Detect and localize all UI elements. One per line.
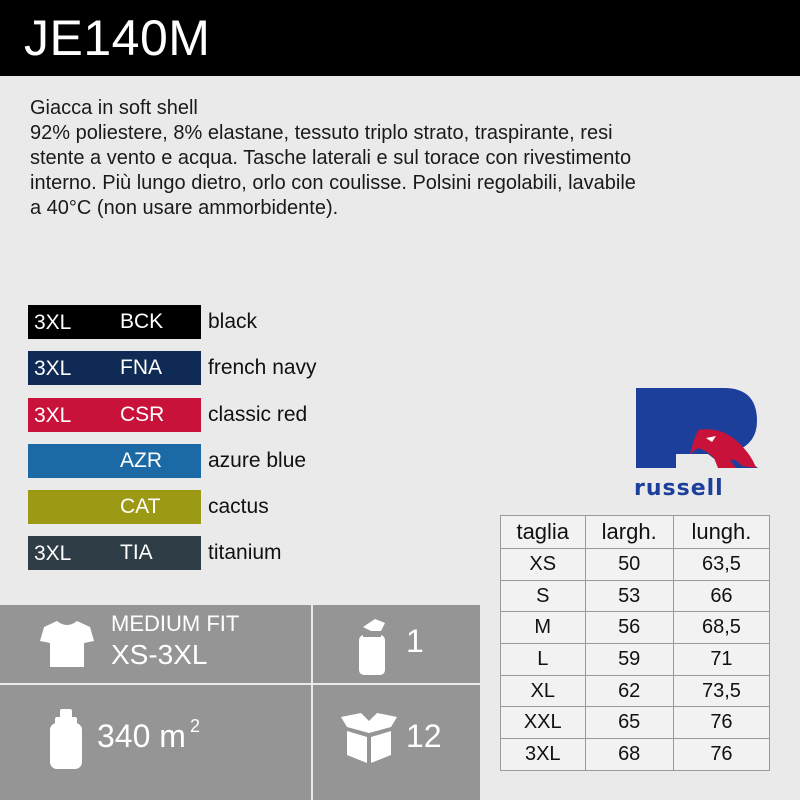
pack-cell — [313, 605, 480, 683]
table-row — [501, 739, 770, 771]
length-cell: 68,5 — [673, 612, 769, 644]
length-cell: 76 — [673, 739, 769, 771]
box-cell — [313, 685, 480, 800]
color-code: FNA — [120, 356, 162, 380]
color-code: CSR — [120, 402, 165, 426]
description-line: interno. Più lungo dietro, orlo con coulisse. Polsini regolabili, lavabile — [30, 172, 636, 194]
product-code: JE140M — [24, 10, 211, 66]
box-quantity: 12 — [406, 718, 442, 754]
fit-cell — [0, 605, 311, 683]
pack-quantity: 1 — [406, 623, 424, 659]
color-row-black — [28, 305, 317, 339]
description-line: Giacca in soft shell — [30, 97, 198, 119]
width-cell: 68 — [585, 739, 673, 771]
width-cell: 65 — [585, 707, 673, 739]
table-row — [501, 549, 770, 581]
column-header: taglia — [501, 516, 586, 549]
width-cell: 59 — [585, 644, 673, 676]
color-row-cactus — [28, 490, 317, 524]
color-code: CAT — [120, 495, 161, 519]
weight-exponent: 2 — [189, 716, 200, 736]
length-cell: 76 — [673, 707, 769, 739]
weight-icon — [46, 709, 86, 771]
color-row-titanium — [28, 536, 317, 570]
width-cell: 56 — [585, 612, 673, 644]
color-code: AZR — [120, 448, 162, 472]
product-info-panel — [0, 605, 480, 800]
color-name: titanium — [208, 541, 282, 565]
size-cell: 3XL — [501, 739, 586, 771]
color-swatch — [28, 398, 201, 432]
length-cell: 66 — [673, 580, 769, 612]
description-line: a 40°C (non usare ammorbidente). — [30, 197, 339, 219]
size-range: XS-3XL — [111, 639, 208, 670]
box-icon — [341, 713, 397, 763]
color-name: classic red — [208, 402, 308, 426]
color-code: BCK — [120, 310, 164, 333]
table-row — [501, 675, 770, 707]
size-cell: M — [501, 612, 586, 644]
fit-title: MEDIUM FIT — [111, 611, 240, 636]
size-cell: XL — [501, 675, 586, 707]
length-cell: 73,5 — [673, 675, 769, 707]
color-max-size: 3XL — [34, 403, 72, 427]
table-row — [501, 612, 770, 644]
size-cell: XS — [501, 549, 586, 581]
color-row-french-navy — [28, 351, 317, 385]
color-swatch — [28, 305, 201, 339]
color-row-azure-blue — [28, 444, 317, 478]
size-cell: XXL — [501, 707, 586, 739]
color-max-size: 3XL — [34, 542, 72, 566]
table-row — [501, 707, 770, 739]
length-cell: 71 — [673, 644, 769, 676]
color-swatch — [28, 444, 201, 478]
size-cell: S — [501, 580, 586, 612]
description-line: stente a vento e acqua. Tasche laterali e sul torace con rivestimento — [30, 147, 632, 169]
color-swatch — [28, 490, 201, 524]
table-header-row — [501, 516, 770, 549]
weight-cell — [0, 685, 311, 800]
table-row — [501, 580, 770, 612]
size-chart-table — [500, 515, 770, 771]
color-name: azure blue — [208, 448, 307, 472]
tshirt-icon — [40, 619, 94, 669]
color-code: TIA — [120, 541, 153, 565]
color-list — [28, 305, 317, 583]
color-name: cactus — [208, 495, 269, 519]
column-header: largh. — [585, 516, 673, 549]
table-row — [501, 644, 770, 676]
width-cell: 50 — [585, 549, 673, 581]
column-header: lungh. — [673, 516, 769, 549]
color-name: french navy — [208, 356, 317, 380]
color-row-classic-red — [28, 398, 317, 432]
color-max-size: 3XL — [34, 311, 72, 334]
length-cell: 63,5 — [673, 549, 769, 581]
width-cell: 53 — [585, 580, 673, 612]
description-line: 92% poliestere, 8% elastane, tessuto triplo strato, traspirante, resi — [30, 122, 613, 144]
header-bar — [0, 0, 800, 76]
size-cell: L — [501, 644, 586, 676]
color-max-size: 3XL — [34, 357, 72, 381]
fabric-weight — [97, 718, 200, 755]
bag-icon — [355, 615, 395, 675]
color-swatch — [28, 351, 201, 385]
width-cell: 62 — [585, 675, 673, 707]
color-swatch — [28, 536, 201, 570]
color-name: black — [208, 310, 258, 333]
weight-value: 340 m — [97, 718, 186, 754]
product-description — [30, 96, 775, 221]
brand-name: russell — [634, 476, 724, 501]
